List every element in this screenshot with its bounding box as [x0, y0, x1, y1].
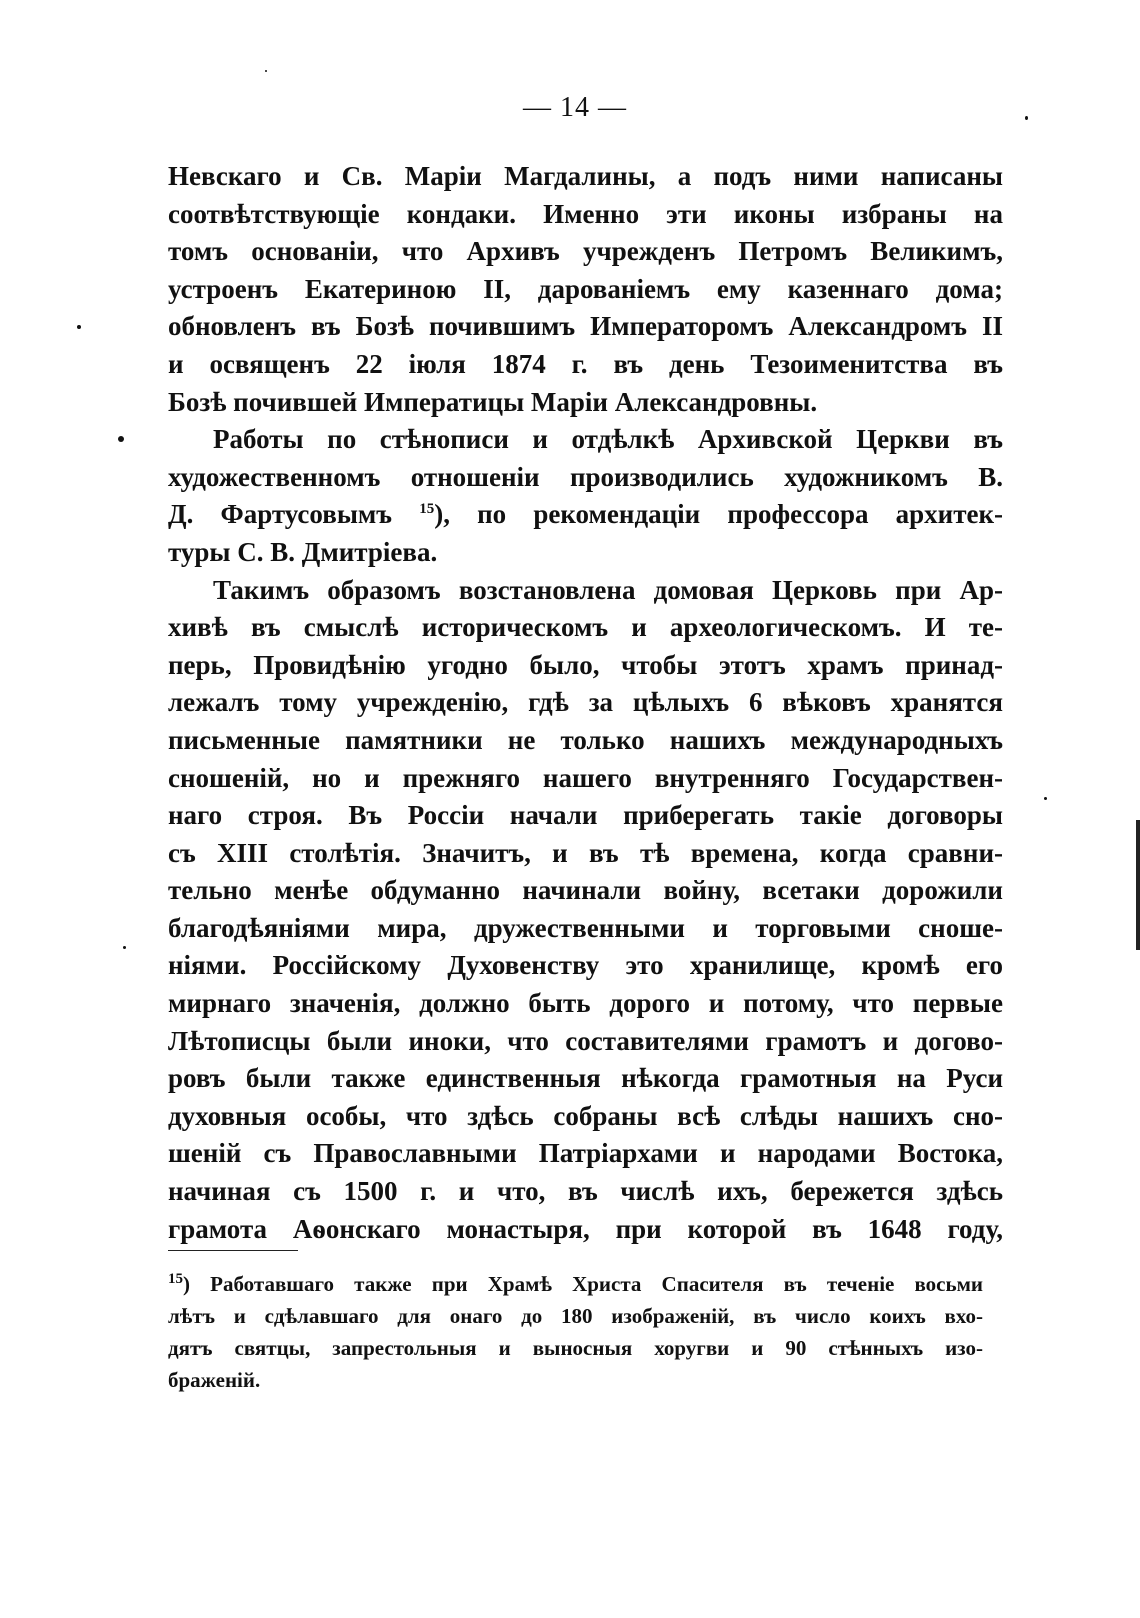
text-line: Работы по стѣнописи и отдѣлкѣ Архивской Церкви въ	[213, 424, 1003, 455]
text-line: устроенъ Екатериною II, дарованіемъ ему казеннаго дома;	[168, 273, 1003, 304]
text-line: соотвѣтствующіе кондаки. Именно эти иконы избраны на	[168, 198, 1003, 229]
text-line: шеній съ Православными Патріархами и народами Востока,	[168, 1138, 1003, 1169]
footnote-line: дятъ святцы, запрестольныя и выносныя хоругви и 90 стѣнныхъ изо-	[168, 1336, 983, 1360]
main-text	[168, 158, 1003, 1248]
text-line: перь, Провидѣнію угодно было, чтобы этотъ храмъ принад-	[168, 649, 1003, 680]
text-line: обновленъ въ Бозѣ почившимъ Императоромъ Александромъ II	[168, 311, 1003, 342]
page-number: — 14 —	[523, 92, 627, 123]
footnote-divider	[168, 1250, 298, 1252]
text-line: грамота Аѳонскаго монастыря, при которой въ 1648 году,	[168, 1213, 1003, 1244]
scan-speck	[1025, 116, 1028, 120]
text-line: наго строя. Въ Россіи начали приберегать такіе договоры	[168, 800, 1003, 831]
scan-speck	[1044, 797, 1047, 800]
text-line: сношеній, но и прежняго нашего внутренняго Государствен-	[168, 762, 1003, 793]
scan-speck	[265, 70, 267, 72]
text-line: художественномъ отношеніи производились художникомъ В.	[168, 461, 1003, 492]
text-fragment: ) Работавшаго также при Храмѣ Христа Спасителя въ теченіе восьми	[183, 1272, 983, 1296]
text-line: туры С. В. Дмитріева.	[168, 536, 438, 567]
text-line-with-footnote	[168, 496, 1003, 534]
footnote-line: лѣтъ и сдѣлавшаго для онаго до 180 изображеній, въ число коихъ вхо-	[168, 1304, 983, 1328]
scan-speck	[77, 325, 81, 329]
scan-speck	[123, 946, 126, 949]
text-line: томъ основаніи, что Архивъ учрежденъ Петромъ Великимъ,	[168, 236, 1003, 267]
footnote-marker: 15	[168, 1271, 183, 1287]
text-line: ровъ были также единственныя нѣкогда грамотныя на Руси	[168, 1063, 1003, 1094]
text-line: и освященъ 22 іюля 1874 г. въ день Тезоименитства въ	[168, 348, 1003, 379]
text-line: мирнаго значенія, должно быть дорого и потому, что первые	[168, 988, 1003, 1019]
text-line: Невскаго и Св. Маріи Магдалины, а подъ ними написаны	[168, 161, 1003, 191]
footnote-line: браженій.	[168, 1368, 261, 1392]
footnote-line	[168, 1268, 983, 1300]
text-fragment: Д. Фартусовымъ	[168, 499, 393, 530]
text-line: Лѣтописцы были иноки, что составителями грамотъ и догово-	[168, 1025, 1003, 1056]
scan-speck	[118, 436, 124, 442]
text-line: ніями. Россійскому Духовенству это хранилище, кромѣ его	[168, 950, 1003, 981]
text-line: Такимъ образомъ возстановлена домовая Церковь при Ар-	[213, 574, 1003, 605]
text-fragment: ), по рекомендаціи профессора архитек-	[434, 499, 1003, 530]
footnote-reference: 15	[419, 501, 435, 518]
text-line: Бозѣ почившей Императицы Маріи Александровны.	[168, 386, 818, 417]
text-line: съ XIII столѣтія. Значитъ, и въ тѣ времена, когда сравни-	[168, 837, 1003, 868]
text-line: хивѣ въ смыслѣ историческомъ и археологическомъ. И те-	[168, 612, 1003, 643]
text-line: письменные памятники не только нашихъ международныхъ	[168, 724, 1003, 755]
text-line: духовныя особы, что здѣсь собраны всѣ слѣды нашихъ сно-	[168, 1100, 1003, 1131]
text-line: лежалъ тому учрежденію, гдѣ за цѣлыхъ 6 вѣковъ хранятся	[168, 687, 1003, 718]
text-line: начиная съ 1500 г. и что, въ числѣ ихъ, бережется здѣсь	[168, 1176, 1003, 1207]
text-line: тельно менѣе обдуманно начинали войну, всетаки дорожили	[168, 875, 1003, 906]
scan-edge-mark	[1136, 820, 1140, 950]
footnote	[168, 1268, 983, 1396]
text-line: благодѣяніями мира, дружественными и торговыми сноше-	[168, 912, 1003, 943]
